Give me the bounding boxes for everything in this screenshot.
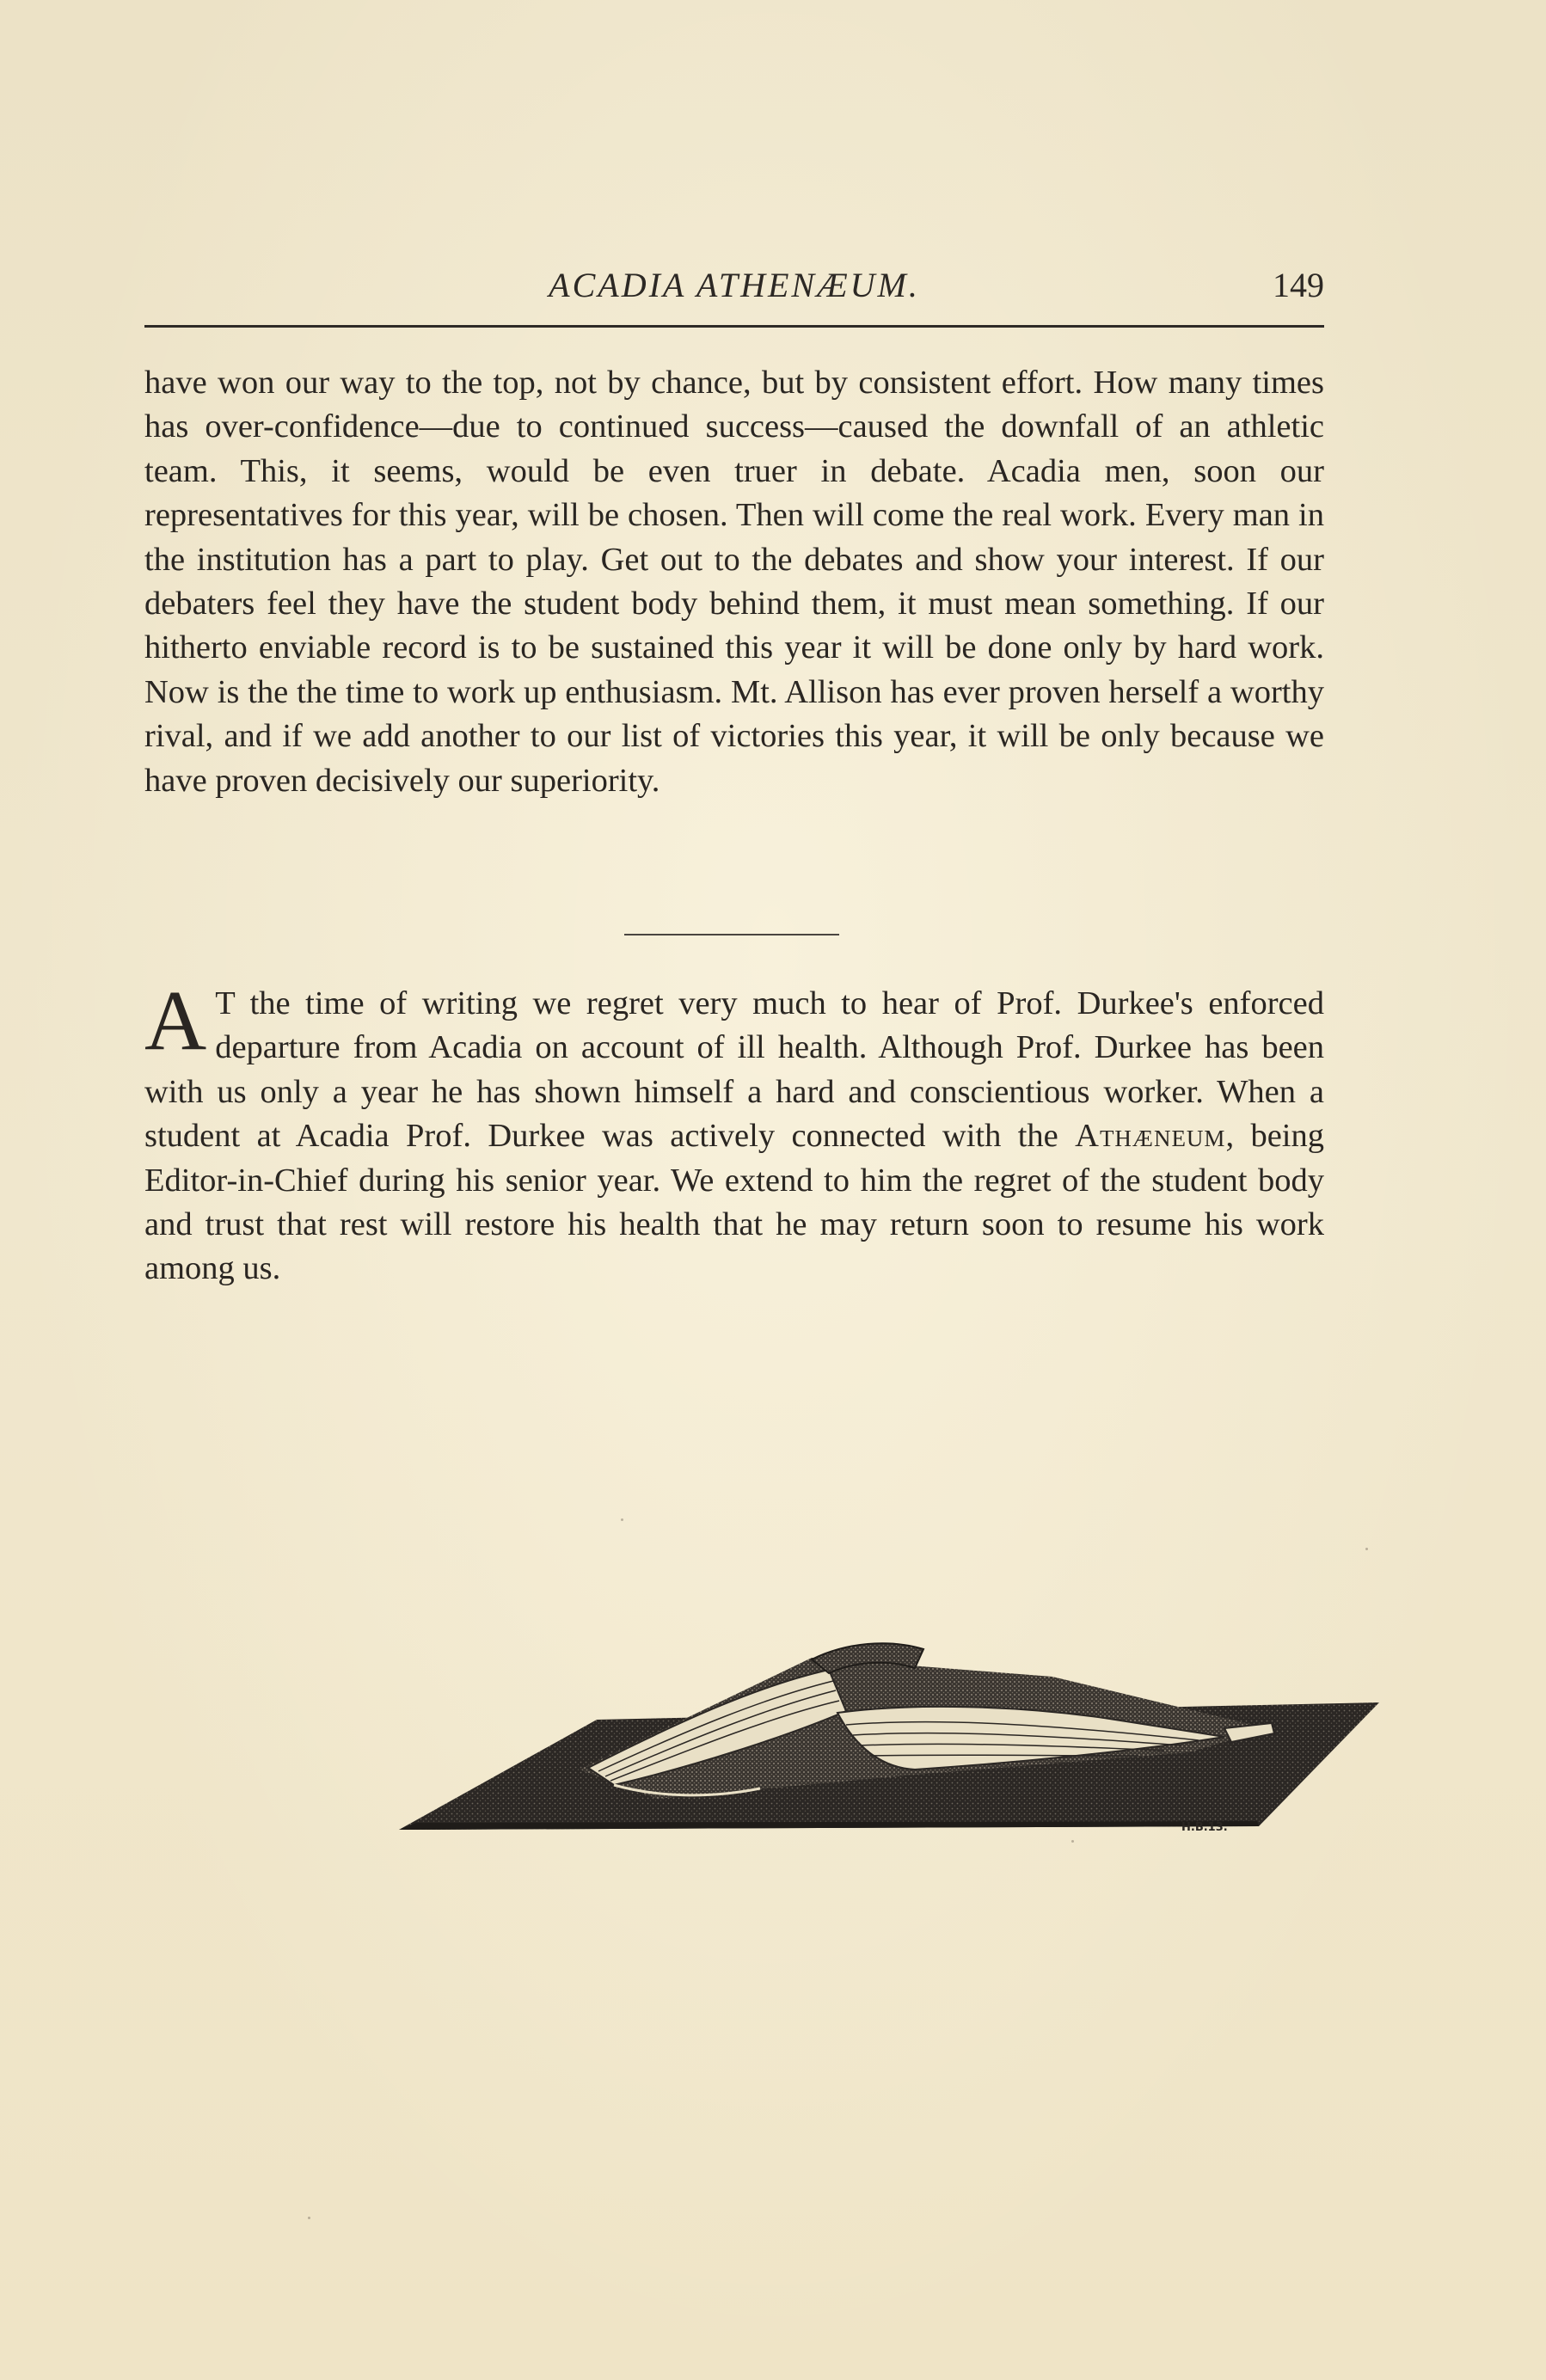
illustrator-signature: H.B.13. xyxy=(1181,1821,1228,1834)
page-number: 149 xyxy=(1273,266,1324,304)
paper-speck xyxy=(1071,1840,1074,1843)
open-book-drawing xyxy=(399,1616,1379,1840)
editorial-paragraph-debate: have won our way to the top, not by chance, but by consistent effort. How many times has over-confidence—due to continued success—caused the downfall of an athletic team. This, it seems, would be even truer in debate. Acadia men, soon our representatives for this year, will be chosen. Then will come the real work. Every man in the institution has a part to play. Get out to the debates and show your interest. If our debaters feel they have the student body behind them, it must mean something. If our hitherto enviable record is to be sustained this year it will be done only by hard work. Now is the the time to work up enthusiasm. Mt. Allison has ever proven herself a worthy rival, and if we add another to our list of victories this year, it will be only because we have proven decisively our superiority. xyxy=(144,365,1324,799)
running-header xyxy=(144,261,1324,313)
running-title: ACADIA ATHENÆUM. xyxy=(549,266,920,304)
page xyxy=(144,0,1324,2380)
paragraph-text-before: T the time of writing we regret very much to hear of Prof. Durkee's enforced departure from Acadia on account of ill health. Although Prof. Durkee has been with us only a year he has shown himself a hard and conscientious worker. When a student at Acadia Prof. Durkee was actively connected with the xyxy=(144,985,1324,1155)
paper-speck xyxy=(621,1518,623,1521)
open-book-illustration xyxy=(399,1616,1379,1840)
section-divider xyxy=(624,934,839,935)
editorial-paragraph-durkee xyxy=(144,972,1324,1291)
journal-name-small-caps: Athæneum xyxy=(1075,1118,1226,1155)
header-rule xyxy=(144,325,1324,328)
paper-speck xyxy=(308,2217,310,2219)
paragraph-text-after: , being Editor-in-Chief during his senior year. We extend to him the regret of the student body and trust that rest will restore his health that he may return soon to resume his work among us. xyxy=(144,1118,1324,1287)
paper-speck xyxy=(1365,1548,1368,1550)
drop-cap: A xyxy=(144,972,207,1068)
